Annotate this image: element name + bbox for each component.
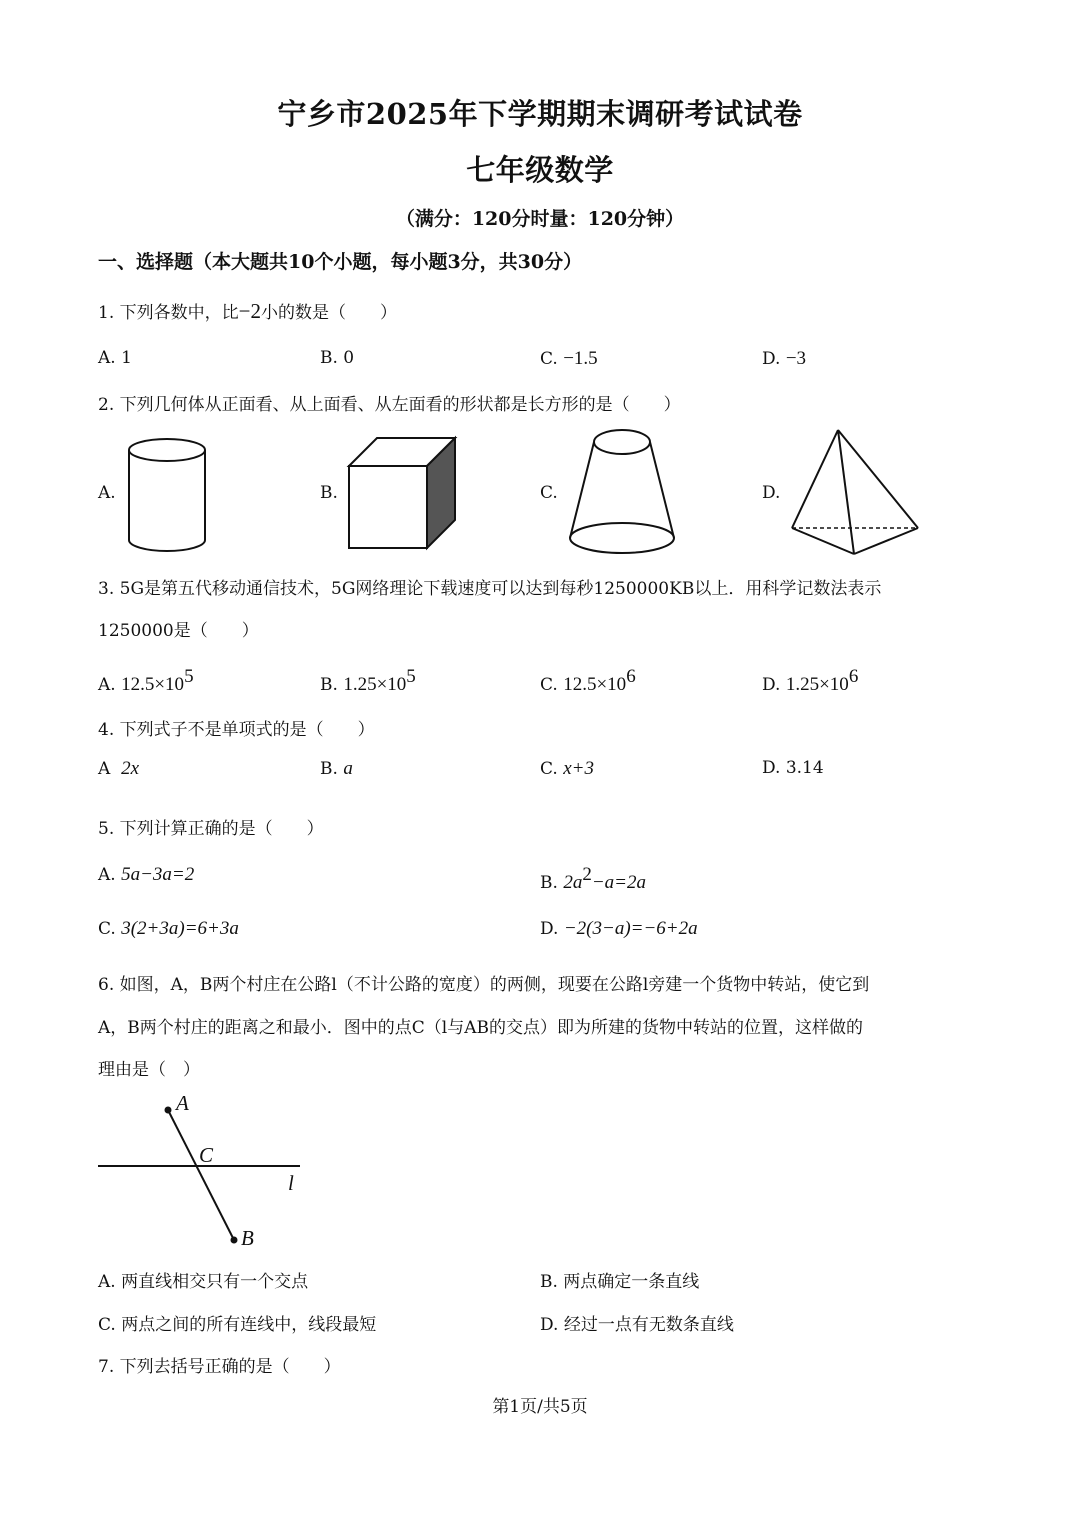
question-2-option-a[interactable]: A. [98, 483, 116, 503]
option-math: 2a [563, 872, 583, 893]
question-1-option-b[interactable] [320, 348, 354, 368]
option-math: 1.25×10 [343, 674, 407, 695]
question-5-option-c[interactable] [98, 918, 239, 940]
question-6-line3: 理由是（ ） [98, 1060, 200, 1080]
question-5-option-b[interactable] [540, 864, 646, 894]
option-label: D. 3.14 [762, 758, 824, 778]
question-3-option-b[interactable] [320, 666, 416, 696]
option-label: B. [540, 873, 558, 893]
label-l: l [288, 1171, 294, 1195]
label-a: A [176, 1091, 189, 1115]
option-math: 3(2+3a)=6+3a [121, 918, 239, 939]
question-5-option-d[interactable] [540, 918, 698, 940]
option-exponent: 2 [582, 864, 592, 885]
question-6-line1: 6. 如图，A，B两个村庄在公路l（不计公路的宽度）的两侧，现要在公路l旁建一个货物中转站，使它到 [98, 975, 870, 995]
point-b [231, 1237, 238, 1244]
question-4-option-d[interactable] [762, 758, 824, 778]
option-math: 5a−3a=2 [121, 864, 195, 885]
label-c: C [199, 1143, 214, 1167]
question-3-stem-line2: 1250000是（ ） [98, 621, 259, 641]
question-2-option-b[interactable]: B. [320, 483, 338, 503]
option-label: D. [762, 675, 781, 695]
question-2-option-d[interactable]: D. [762, 483, 781, 503]
question-4-option-b[interactable] [320, 758, 353, 780]
question-5-stem: 5. 下列计算正确的是（ ） [98, 819, 324, 839]
option-math: −3 [785, 348, 807, 369]
option-label: B. [320, 675, 338, 695]
option-math: a [343, 758, 353, 779]
option-label: C. [540, 759, 558, 779]
option-label: D. [540, 919, 559, 939]
question-6-option-c[interactable]: C. 两点之间的所有连线中，线段最短 [98, 1315, 377, 1335]
option-math: 12.5×10 [563, 674, 627, 695]
option-label: A [98, 759, 111, 779]
exam-meta: （满分：120分时量：120分钟） [395, 208, 685, 230]
exam-title: 宁乡市2025年下学期期末调研考试试卷 [277, 97, 803, 131]
option-math: 2x [121, 758, 140, 779]
question-1-math: −2 [238, 299, 261, 323]
question-3-stem-line1: 3. 5G是第五代移动通信技术，5G网络理论下载速度可以达到每秒1250000KB以上．用科学记数法表示 [98, 579, 882, 599]
question-1-text-pre: 1. 下列各数中，比 [98, 303, 239, 323]
page-number: 第1页/共5页 [492, 1397, 588, 1417]
question-4-stem: 4. 下列式子不是单项式的是（ ） [98, 720, 375, 740]
frustum-icon [566, 428, 678, 556]
option-label: C. [540, 349, 558, 369]
question-1-text-post: 小的数是（ ） [260, 303, 397, 323]
question-4-option-a[interactable] [98, 758, 139, 780]
question-4-option-c[interactable] [540, 758, 594, 780]
option-exponent: 6 [848, 666, 859, 687]
option-label: C. [540, 675, 558, 695]
section-heading: 一、选择题（本大题共10个小题，每小题3分，共30分） [98, 251, 583, 273]
question-1-option-c[interactable] [540, 348, 598, 370]
option-exponent: 5 [406, 666, 416, 687]
segment-ab [168, 1110, 234, 1240]
question-2-option-c[interactable]: C. [540, 483, 558, 503]
option-label: C. [98, 919, 116, 939]
option-math: −2(3−a)=−6+2a [563, 918, 698, 939]
question-6-option-d[interactable]: D. 经过一点有无数条直线 [540, 1315, 734, 1335]
question-6-option-b[interactable]: B. 两点确定一条直线 [540, 1272, 700, 1292]
option-math: x+3 [563, 758, 594, 779]
option-label: A. [98, 675, 116, 695]
label-b: B [241, 1226, 254, 1250]
question-3-option-a[interactable] [98, 666, 194, 696]
cube-icon [347, 436, 457, 550]
option-label: A. [98, 865, 116, 885]
point-a [165, 1107, 172, 1114]
question-5-option-a[interactable] [98, 864, 194, 886]
question-1-option-d[interactable] [762, 348, 806, 370]
option-label: A. 1 [98, 348, 132, 368]
exam-subtitle: 七年级数学 [466, 153, 614, 187]
question-6-option-a[interactable]: A. 两直线相交只有一个交点 [98, 1272, 309, 1292]
option-exponent: 6 [626, 666, 636, 687]
option-math: 12.5×10 [121, 674, 185, 695]
option-math: −a=2a [591, 872, 646, 893]
option-label: D. [762, 349, 781, 369]
pyramid-icon [790, 426, 922, 558]
question-7-stem: 7. 下列去括号正确的是（ ） [98, 1357, 341, 1377]
option-label: B. 0 [320, 348, 355, 368]
option-math: −1.5 [563, 348, 598, 369]
question-1-stem [98, 298, 397, 324]
option-exponent: 5 [184, 666, 194, 687]
question-3-option-c[interactable] [540, 666, 636, 696]
question-6-line2: A，B两个村庄的距离之和最小．图中的点C（l与AB的交点）即为所建的货物中转站的位置，这样做的 [98, 1018, 863, 1038]
question-1-option-a[interactable] [98, 348, 132, 368]
road-diagram [96, 1092, 316, 1254]
question-2-stem: 2. 下列几何体从正面看、从上面看、从左面看的形状都是长方形的是（ ） [98, 395, 681, 415]
option-label: B. [320, 759, 338, 779]
cylinder-icon [126, 438, 208, 554]
option-math: 1.25×10 [785, 674, 849, 695]
question-3-option-d[interactable] [762, 666, 858, 696]
